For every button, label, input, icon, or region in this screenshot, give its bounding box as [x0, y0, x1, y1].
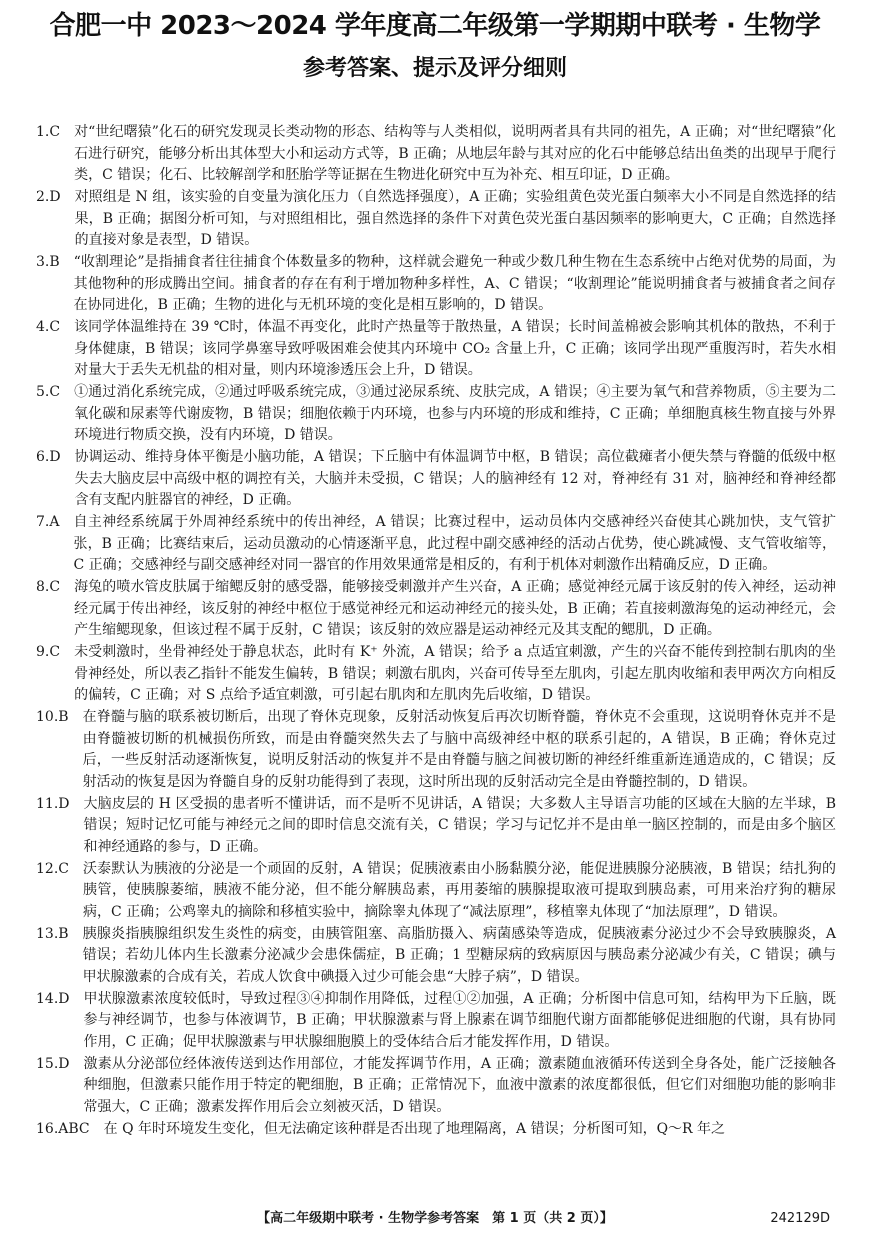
answer-explanation: 甲状腺激素浓度较低时，导致过程③④抑制作用降低，过程①②加强，A 正确；分析图中信息可知，结构甲为下丘脑，既参与神经调节，也参与体液调节，B 正确；甲状腺激素与肾上腺素在调节细胞代谢方面都能够促进细胞的代谢，具有协同作用，C 正确；促甲状腺激素与甲状腺细胞膜上的受体结合后才能发挥作用，D 错误。 — [83, 990, 836, 1050]
answer-number: 15.D — [36, 1055, 84, 1072]
answer-item — [36, 794, 836, 859]
answer-explanation: 在 Q 年时环境发生变化，但无法确定该种群是否出现了地理隔离，A 错误；分析图可知，Q～R 年之 — [103, 1120, 726, 1137]
answer-item — [36, 382, 836, 447]
page-title: 合肥一中 2023～2024 学年度高二年级第一学期期中联考 · 生物学 — [49, 11, 821, 41]
answer-list — [36, 122, 836, 1141]
answer-explanation: 在脊髓与脑的联系被切断后，出现了脊休克现象，反射活动恢复后再次切断脊髓，脊休克不会重现，这说明脊休克并不是由脊髓被切断的机械损伤所致，而是由脊髓突然失去了与脑中高级神经中枢的联系引起的，A 错误，B 正确；脊休克过后，一些反射活动逐渐恢复，说明反射活动的恢复并不是由脊髓与脑之间被切断的神经纤维重新连通造成的，C 错误；反射活动的恢复是因为脊髓自身的反射功能得到了表现，这时所出现的反射活动完全是由脊髓控制的，D 错误。 — [82, 709, 836, 790]
answer-item — [36, 252, 836, 317]
answer-item — [36, 707, 836, 793]
answer-item — [36, 859, 836, 924]
footer-page-info: 【高二年级期中联考 · 生物学参考答案 第 1 页（共 2 页）】 — [257, 1211, 613, 1226]
answer-number: 2.D — [36, 189, 75, 205]
answer-number: 9.C — [36, 644, 75, 660]
answer-item — [36, 642, 836, 707]
answer-item — [36, 317, 836, 382]
answer-explanation: 该同学体温维持在 39 ℃时，体温不再变化，此时产热量等于散热量，A 错误；长时间盖棉被会影响其机体的散热，不利于身体健康，B 错误；该同学鼻塞导致呼吸困难会使其内环境中 CO₂ 含量上升，C 正确；该同学出现严重腹泻时，若失水相对量大于丢失无机盐的相对量，则内环境渗透压会上升，D 错误。 — [74, 319, 836, 378]
answer-number: 16.ABC — [36, 1120, 104, 1137]
answer-item — [36, 122, 836, 187]
answer-number: 1.C — [36, 124, 75, 140]
answer-explanation: 未受刺激时，坐骨神经处于静息状态，此时有 K⁺ 外流，A 错误；给予 a 点适宜刺激，产生的兴奋不能传到控制右肌肉的坐骨神经处，所以表乙指针不能发生偏转，B 错误；刺激右肌肉，兴奋可传导至左肌肉，引起左肌肉收缩和表甲两次方向相反的偏转，C 正确；对 S 点给予适宜刺激，可引起右肌肉和左肌肉先后收缩，D 错误。 — [74, 644, 836, 703]
answer-explanation: “收割理论”是指捕食者往往捕食个体数量多的物种，这样就会避免一种或少数几种生物在生态系统中占绝对优势的局面，为其他物种的形成腾出空间。捕食者的存在有利于增加物种多样性，A、C 错误；“收割理论”能说明捕食者与被捕食者之间存在协同进化，B 正确；生物的进化与无机环境的变化是相互影响的，D 错误。 — [73, 254, 836, 313]
answer-explanation: 对“世纪曙猿”化石的研究发现灵长类动物的形态、结构等与人类相似，说明两者具有共同的祖先，A 正确；对“世纪曙猿”化石进行研究，能够分析出其体型大小和运动方式等，B 正确；从地层年龄与其对应的化石中能够总结出鱼类的出现早于爬行类，C 错误；化石、比较解剖学和胚胎学等证据在生物进化研究中互为补充、相互印证，D 正确。 — [74, 124, 836, 183]
answer-number: 11.D — [36, 795, 84, 812]
answer-explanation: 大脑皮层的 H 区受损的患者听不懂讲话，而不是听不见讲话，A 错误；大多数人主导语言功能的区域在大脑的左半球，B 错误；短时记忆可能与神经元之间的即时信息交流有关，C 错误；学习与记忆并不是由单一脑区控制的，而是由多个脑区和神经通路的参与，D 正确。 — [83, 795, 836, 855]
answer-number: 8.C — [36, 579, 75, 595]
answer-number: 5.C — [36, 384, 75, 400]
answer-item — [36, 187, 836, 252]
footer-paper-code: 242129D — [770, 1211, 830, 1226]
page-subtitle: 参考答案、提示及评分细则 — [302, 56, 567, 81]
answer-number: 4.C — [36, 319, 75, 335]
answer-explanation: 胰腺炎指胰腺组织发生炎性的病变，由胰管阻塞、高脂肪摄入、病菌感染等造成，促胰液素分泌过少不会导致胰腺炎，A 错误；若幼儿体内生长激素分泌减少会患侏儒症，B 正确；1 型糖尿病的致病原因与胰岛素分泌减少有关，C 错误；碘与甲状腺激素的合成有关，若成人饮食中碘摄入过少可能会患“大脖子病”，D 错误。 — [82, 925, 836, 985]
answer-item — [36, 447, 836, 512]
answer-number: 14.D — [36, 990, 84, 1007]
answer-explanation: 自主神经系统属于外周神经系统中的传出神经，A 错误；比赛过程中，运动员体内交感神经兴奋使其心跳加快，支气管扩张，B 正确；比赛结束后，运动员激动的心情逐渐平息，此过程中副交感神经的活动占优势，使心跳减慢、支气管收缩等，C 正确；交感神经与副交感神经对同一器官的作用效果通常是相反的，有利于机体对刺激作出精确反应，D 正确。 — [73, 514, 836, 573]
answer-explanation: 对照组是 N 组，该实验的自变量为演化压力（自然选择强度），A 正确；实验组黄色荧光蛋白频率大小不同是自然选择的结果，B 正确；据图分析可知，与对照组相比，强自然选择的条件下对黄色荧光蛋白基因频率的影响更大，C 正确；自然选择的直接对象是表型，D 错误。 — [74, 189, 836, 248]
answer-number: 6.D — [36, 449, 75, 465]
answer-number: 10.B — [36, 709, 83, 725]
answer-number: 3.B — [36, 254, 74, 270]
answer-explanation: 沃泰默认为胰液的分泌是一个顽固的反射，A 错误；促胰液素由小肠黏膜分泌，能促进胰腺分泌胰液，B 错误；结扎狗的胰管，使胰腺萎缩，胰液不能分泌，但不能分解胰岛素，再用萎缩的胰腺提取液可提取到胰岛素，可用来治疗狗的糖尿病，C 正确；公鸡睾丸的摘除和移植实验中，摘除睾丸体现了“减法原理”，移植睾丸体现了“加法原理”，D 错误。 — [82, 860, 836, 920]
answer-explanation: 海兔的喷水管皮肤属于缩鳃反射的感受器，能够接受刺激并产生兴奋，A 正确；感觉神经元属于该反射的传入神经，运动神经元属于传出神经，该反射的神经中枢位于感觉神经元和运动神经元的接头处，B 正确；若直接刺激海兔的运动神经元，会产生缩鳃现象，但该过程不属于反射，C 错误；该反射的效应器是运动神经元及其支配的鳃肌，D 正确。 — [74, 579, 836, 638]
answer-explanation: ①通过消化系统完成，②通过呼吸系统完成，③通过泌尿系统、皮肤完成，A 错误；④主要为氧气和营养物质，⑤主要为二氧化碳和尿素等代谢废物，B 错误；细胞依赖于内环境，也参与内环境的形成和维持，C 正确；单细胞真核生物直接与外界环境进行物质交换，没有内环境，D 错误。 — [74, 384, 836, 443]
answer-number: 7.A — [36, 514, 74, 530]
answer-number: 13.B — [36, 925, 83, 942]
answer-explanation: 激素从分泌部位经体液传送到达作用部位，才能发挥调节作用，A 正确；激素随血液循环传送到全身各处，能广泛接触各种细胞，但激素只能作用于特定的靶细胞，B 正确；正常情况下，血液中激素的浓度都很低，但它们对细胞功能的影响非常强大，C 正确；激素发挥作用后会立刻被灭活，D 错误。 — [83, 1055, 836, 1115]
answer-item — [36, 577, 836, 642]
answer-explanation: 协调运动、维持身体平衡是小脑功能，A 错误；下丘脑中有体温调节中枢，B 错误；高位截瘫者小便失禁与脊髓的低级中枢失去大脑皮层中高级中枢的调控有关，大脑并未受损，C 错误；人的脑神经有 12 对，脊神经有 31 对，脑神经和脊神经都含有支配内脏器官的神经，D 正确。 — [74, 449, 836, 508]
answer-item — [36, 1119, 836, 1141]
answer-number: 12.C — [36, 860, 83, 877]
answer-item — [36, 1054, 836, 1119]
answer-item — [36, 512, 836, 577]
answer-item — [36, 924, 836, 989]
answer-item — [36, 989, 836, 1054]
